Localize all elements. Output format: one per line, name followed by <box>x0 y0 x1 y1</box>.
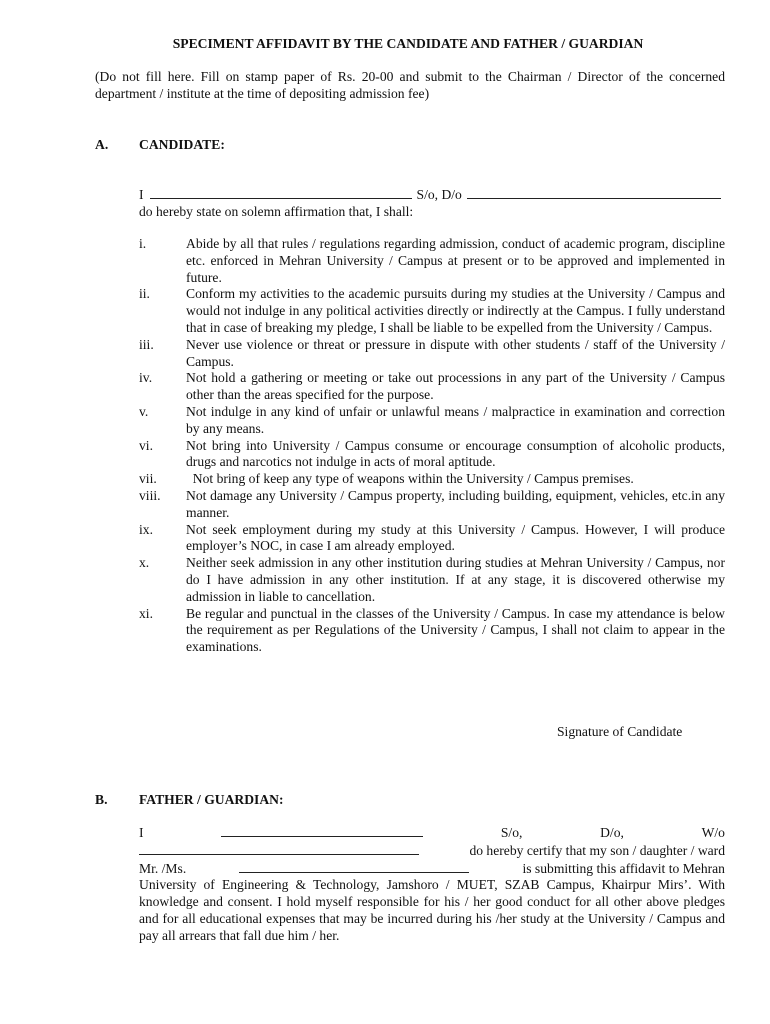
list-item: iv. Not hold a gathering or meeting or take out processions in any part of the University / Campus other than the areas specified for the purpose. <box>139 370 725 403</box>
instruction-note: (Do not fill here. Fill on stamp paper of Rs. 20-00 and submit to the Chairman / Director of the concerned department / institute at the time of depositing admission fee) <box>95 69 725 101</box>
guardian-paragraph: University of Engineering & Technology, Jamshoro / MUET, SZAB Campus, Khairpur Mirs’. With knowledge and consent. I hold myself responsible for his / her good conduct for all other above pledges and for all educational expenses that may be incurred during his /her study at the University / Campus and pay all arrears that fall due him / her. <box>139 877 725 943</box>
guardian-parent-blank[interactable] <box>139 842 419 855</box>
list-item: viii. Not damage any University / Campus property, including building, equipment, vehicles, etc.in any manner. <box>139 487 725 520</box>
pledge-list <box>139 236 725 656</box>
list-item: ix. Not seek employment during my study at this University / Campus. However, I will produce employer’s NOC, in case I am already employed. <box>139 521 725 554</box>
candidate-name-line <box>139 186 725 203</box>
ward-name-row: Mr. /Ms. is submitting this affidavit to Mehran <box>139 860 725 876</box>
candidate-name-blank[interactable] <box>150 186 412 199</box>
affirmation-statement: do hereby state on solemn affirmation that, I shall: <box>139 204 414 219</box>
guardian-name-row: I S/o, D/o, W/o <box>139 825 725 840</box>
candidate-signature-label: Signature of Candidate <box>557 724 683 739</box>
intro-i: I <box>139 187 144 202</box>
guardian-certification <box>139 824 725 945</box>
guardian-name-blank[interactable] <box>221 824 423 837</box>
list-item: v. Not indulge in any kind of unfair or unlawful means / malpractice in examination and correction by any means. <box>139 403 725 436</box>
list-item: x. Neither seek admission in any other institution during studies at Mehran University / Campus, nor do I have admission in any other institution. If at any stage, it is discovered otherwise my admission in liable to cancellation. <box>139 555 725 604</box>
list-item: vii. Not bring of keep any type of weapons within the University / Campus premises. <box>139 471 634 487</box>
document-title: SPECIMENT AFFIDAVIT BY THE CANDIDATE AND FATHER / GUARDIAN <box>172 36 644 51</box>
guardian-relation-row: do hereby certify that my son / daughter / ward <box>139 842 725 860</box>
list-item: ii. Conform my activities to the academic pursuits during my studies at the University / Campus and would not indulge in any political activities directly or indirectly at the Campus. I fully understand that in case of breaking my pledge, I shall be liable to be expelled from the University / Campus. <box>139 286 725 335</box>
intro-so: S/o, D/o <box>416 187 462 202</box>
section-a-title: CANDIDATE: <box>139 137 225 152</box>
parent-name-blank[interactable] <box>467 186 721 199</box>
section-b-title: FATHER / GUARDIAN: <box>139 792 284 807</box>
section-a-letter: A. <box>95 137 109 152</box>
list-item: xi. Be regular and punctual in the classes of the University / Campus. In case my attendance is below the requirement as per Regulations of the University / Campus, I shall not claim to appear in the examinations. <box>139 605 725 655</box>
ward-name-blank[interactable] <box>239 860 469 873</box>
section-b-letter: B. <box>95 792 108 807</box>
list-item: iii. Never use violence or threat or pressure in dispute with other students / staff of the University / Campus. <box>139 336 725 369</box>
list-item: i. Abide by all that rules / regulations regarding admission, conduct of academic program, discipline etc. enforced in Mehran University / Campus at present or to be approved and implemented in future. <box>139 236 725 285</box>
list-item: vi. Not bring into University / Campus consume or encourage consumption of alcoholic products, drugs and narcotics not indulge in acts of moral aptitude. <box>139 437 725 470</box>
